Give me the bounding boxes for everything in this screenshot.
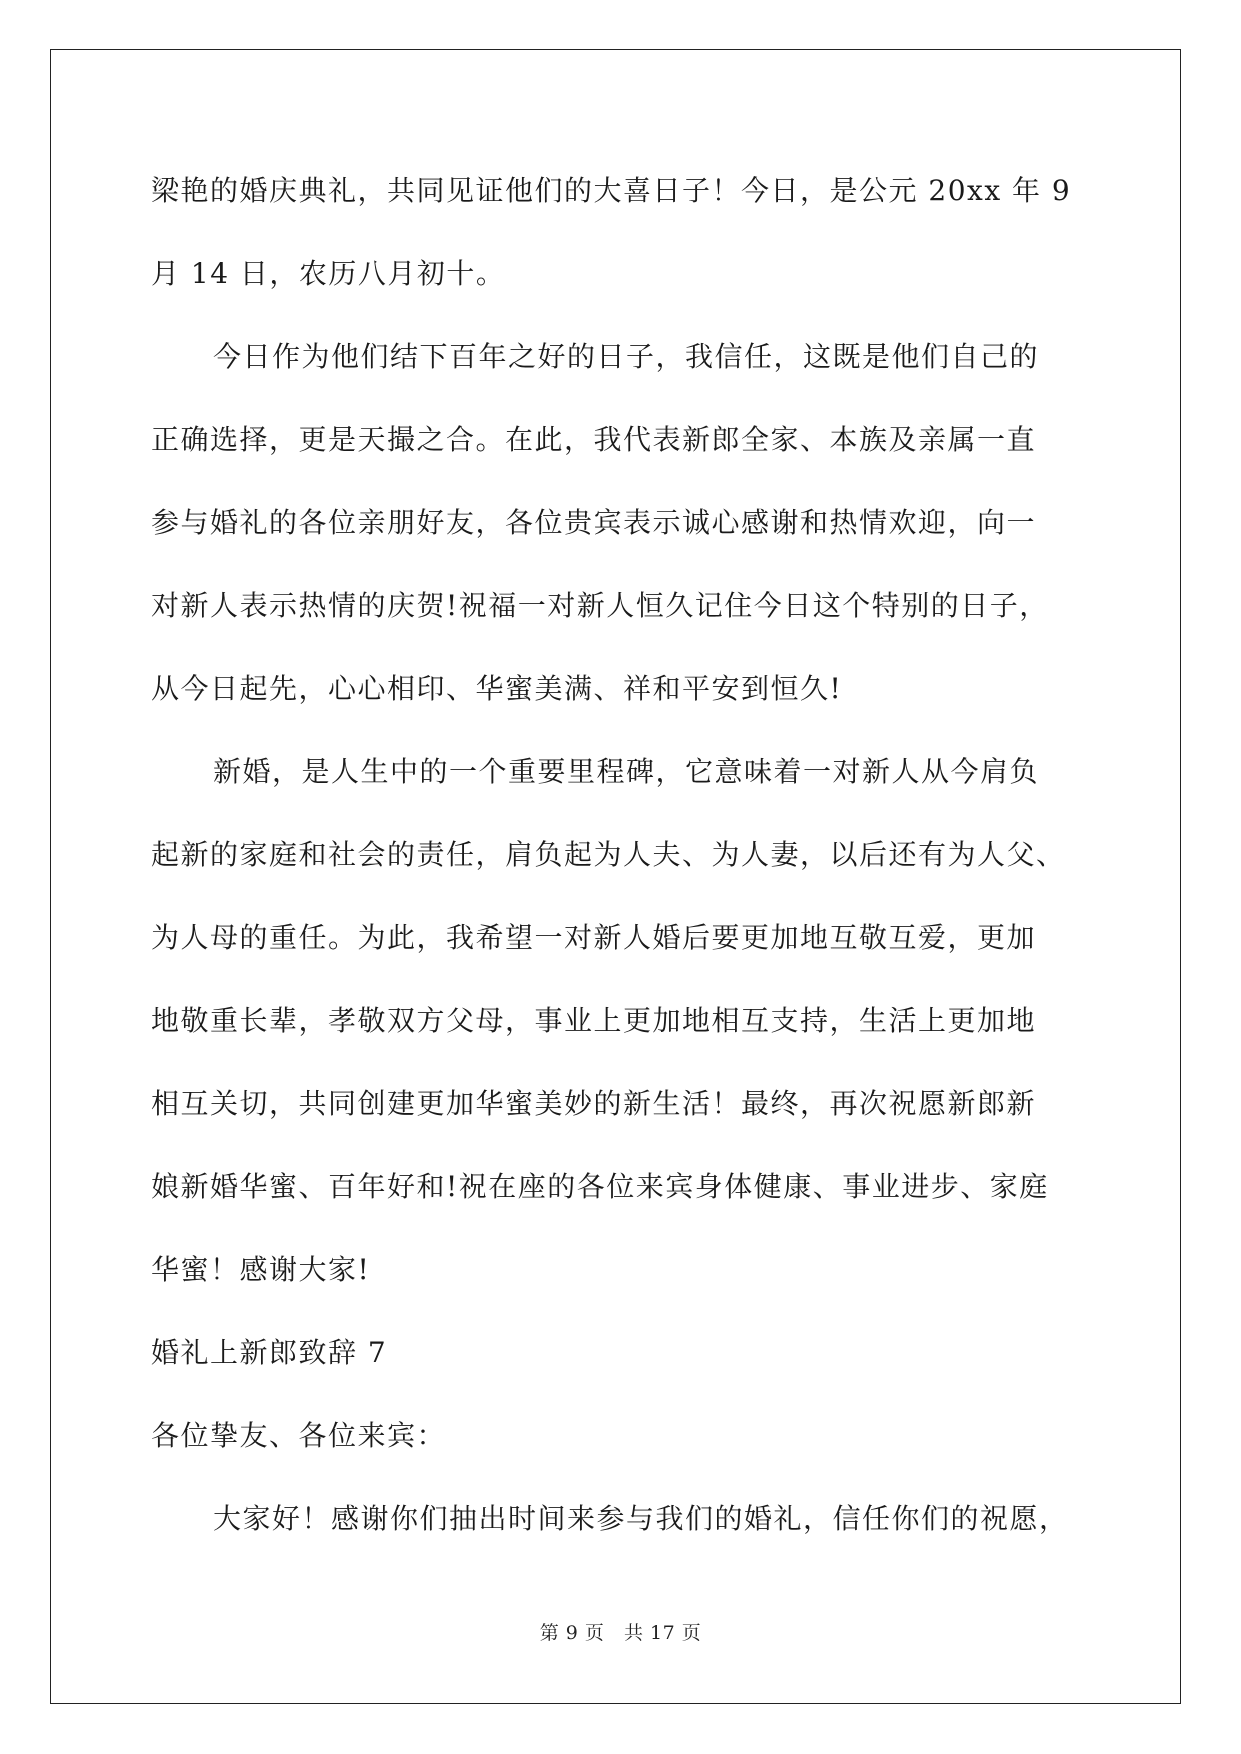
text-line: 梁艳的婚庆典礼，共同见证他们的大喜日子！今日，是公元 20xx 年 9 <box>151 174 1072 207</box>
text-line: 地敬重长辈，孝敬双方父母，事业上更加地相互支持，生活上更加地 <box>151 1004 1037 1037</box>
text-line: 月 14 日，农历八月初十。 <box>151 257 506 290</box>
text-line: 正确选择，更是天撮之合。在此，我代表新郎全家、本族及亲属一直 <box>151 423 1037 456</box>
paragraph-first-line: 新婚，是人生中的一个重要里程碑，它意味着一对新人从今肩负 <box>213 755 1040 788</box>
section-heading: 婚礼上新郎致辞 7 <box>151 1336 388 1369</box>
text-line: 参与婚礼的各位亲朋好友，各位贵宾表示诚心感谢和热情欢迎，向一 <box>151 506 1037 539</box>
paragraph-first-line: 大家好！感谢你们抽出时间来参与我们的婚礼，信任你们的祝愿， <box>213 1502 1069 1535</box>
text-line: 起新的家庭和社会的责任，肩负起为人夫、为人妻，以后还有为人父、 <box>151 838 1066 871</box>
document-body <box>151 160 1111 1571</box>
text-line: 从今日起先，心心相印、华蜜美满、祥和平安到恒久! <box>151 672 843 705</box>
salutation: 各位挚友、各位来宾： <box>151 1419 447 1452</box>
page-number-footer: 第 9 页 共 17 页 <box>539 1622 702 1644</box>
text-line: 相互关切，共同创建更加华蜜美妙的新生活！最终，再次祝愿新郎新 <box>151 1087 1037 1120</box>
text-line: 为人母的重任。为此，我希望一对新人婚后要更加地互敬互爱，更加 <box>151 921 1037 954</box>
text-line: 华蜜！感谢大家! <box>151 1253 371 1286</box>
text-line: 娘新婚华蜜、百年好和!祝在座的各位来宾身体健康、事业进步、家庭 <box>151 1170 1049 1203</box>
text-line: 对新人表示热情的庆贺!祝福一对新人恒久记住今日这个特别的日子， <box>151 589 1049 622</box>
paragraph-first-line: 今日作为他们结下百年之好的日子，我信任，这既是他们自己的 <box>213 340 1040 373</box>
